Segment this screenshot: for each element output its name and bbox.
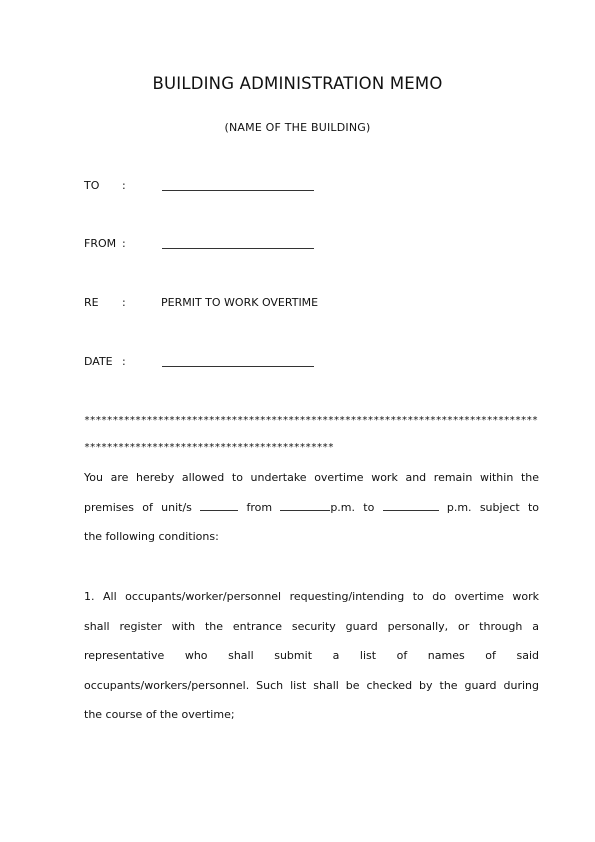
re-value: PERMIT TO WORK OVERTIME: [161, 296, 319, 309]
condition-1-line-5: the course of the overtime;: [84, 708, 235, 721]
unit-blank[interactable]: [200, 501, 238, 511]
intro-line-2: [84, 493, 539, 523]
intro-line-3: the following conditions:: [84, 530, 219, 543]
to-field: [84, 179, 564, 195]
intro-from-text: from: [246, 500, 273, 514]
condition-1-line-3: representative who shall submit a list of names of said: [84, 649, 539, 662]
from-field: [84, 237, 564, 253]
to-blank-line[interactable]: [162, 190, 314, 191]
from-blank-line[interactable]: [162, 248, 314, 249]
condition-1-paragraph: [84, 582, 539, 730]
re-field: [84, 296, 564, 312]
intro-subject-text: p.m. subject to: [446, 500, 539, 514]
date-label: DATE: [84, 355, 113, 368]
building-name-placeholder: (NAME OF THE BUILDING): [224, 121, 371, 134]
from-label: FROM: [84, 237, 117, 250]
to-colon: :: [122, 179, 126, 192]
separator-line-1: ********************************************************************************: [84, 415, 538, 426]
intro-line-1: You are hereby allowed to undertake overtime work and remain within the: [84, 471, 539, 484]
from-colon: :: [122, 237, 126, 250]
intro-to-text: p.m. to: [330, 500, 375, 514]
condition-1-line-4: occupants/workers/personnel. Such list shall be checked by the guard during: [84, 678, 539, 692]
date-colon: :: [122, 355, 126, 368]
memo-title: BUILDING ADMINISTRATION MEMO: [152, 74, 443, 93]
to-time-blank[interactable]: [383, 501, 439, 511]
re-colon: :: [122, 296, 126, 309]
from-time-blank[interactable]: [280, 501, 330, 511]
date-field: [84, 355, 564, 371]
separator-line-2: ********************************************: [84, 442, 334, 453]
condition-1-line-2: shall register with the entrance security guard personally, or through a: [84, 619, 539, 633]
condition-1-line-1: 1. All occupants/worker/personnel requesting/intending to do overtime work: [84, 590, 539, 603]
re-label: RE: [84, 296, 99, 309]
to-label: TO: [84, 179, 100, 192]
intro-paragraph: [84, 463, 539, 552]
intro-unit-text: premises of unit/s: [84, 500, 192, 514]
date-blank-line[interactable]: [162, 366, 314, 367]
